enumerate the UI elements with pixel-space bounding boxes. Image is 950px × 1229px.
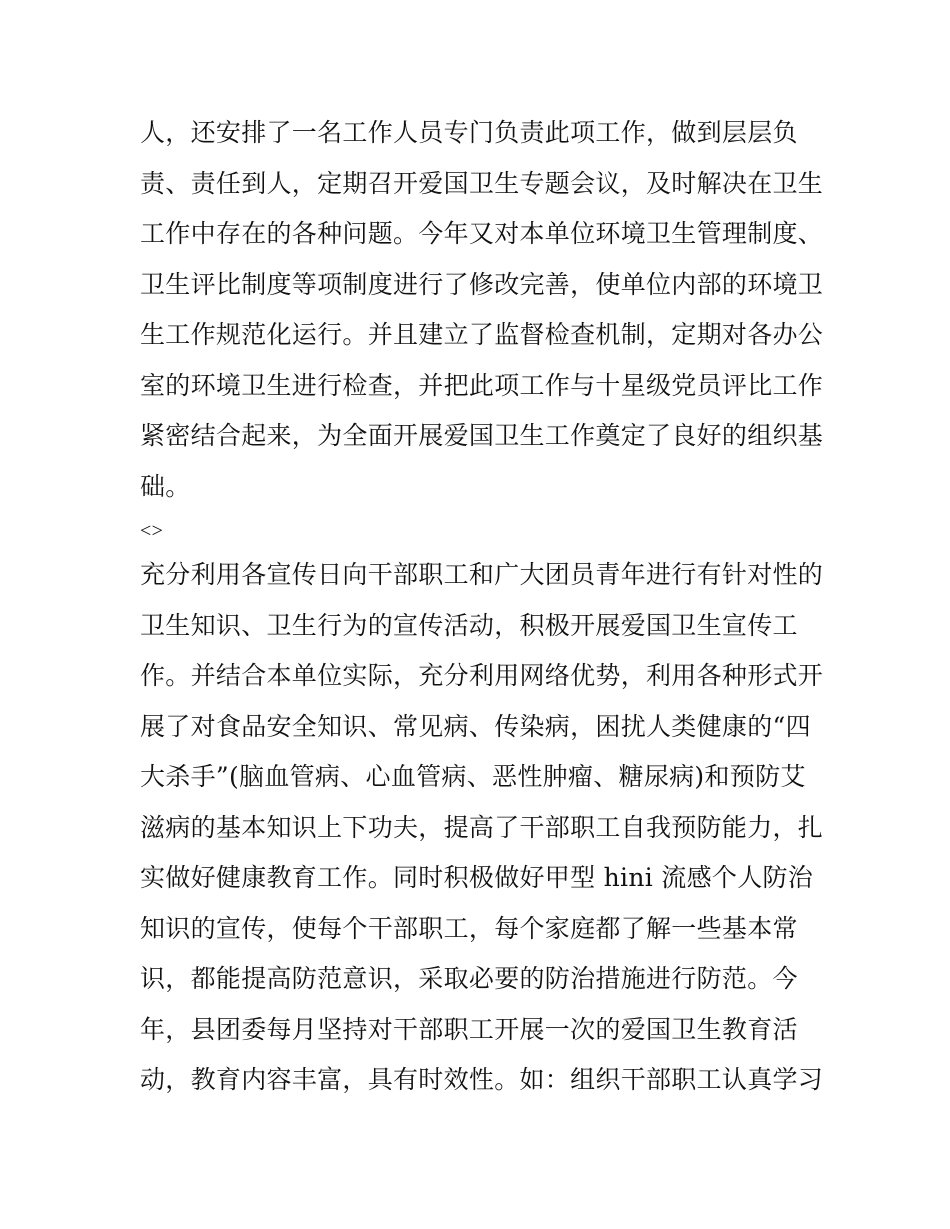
text-line: 知识的宣传，使每个干部职工，每个家庭都了解一些基本常: [140, 913, 798, 943]
text-line: 础。: [140, 471, 191, 501]
text-line: 卫生知识、卫生行为的宣传活动，积极开展爱国卫生宣传工: [140, 610, 798, 640]
text-line: 生工作规范化运行。并且建立了监督检查机制，定期对各办公: [140, 320, 824, 349]
text-line: 作。并结合本单位实际，充分利用网络优势，利用各种形式开: [140, 661, 824, 690]
section-marker: <>: [140, 520, 164, 542]
text-line: 实做好健康教育工作。同时积极做好甲型 hini 流感个人防治: [140, 863, 814, 892]
text-line: 充分利用各宣传日向干部职工和广大团员青年进行有针对性的: [140, 560, 824, 589]
document-body: [140, 108, 824, 1106]
text-line: 滋病的基本知识上下功夫，提高了干部职工自我预防能力，扎: [140, 812, 824, 842]
text-line: 室的环境卫生进行检查，并把此项工作与十星级党员评比工作: [140, 370, 824, 400]
text-line: 责、责任到人，定期召开爱国卫生专题会议，及时解决在卫生: [140, 168, 824, 198]
text-line: 工作中存在的各种问题。今年又对本单位环境卫生管理制度、: [140, 219, 824, 248]
text-line: 识，都能提高防范意识，采取必要的防治措施进行防范。今: [140, 964, 798, 993]
text-line: 年，县团委每月坚持对干部职工开展一次的爱国卫生教育活: [140, 1014, 798, 1044]
text-line: 展了对食品安全知识、常见病、传染病，困扰人类健康的“四: [140, 711, 811, 741]
text-line: 卫生评比制度等项制度进行了修改完善，使单位内部的环境卫: [140, 269, 824, 299]
text-line: 人，还安排了一名工作人员专门负责此项工作，做到层层负: [140, 118, 798, 147]
text-line: 大杀手”(脑血管病、心血管病、恶性肿瘤、糖尿病)和预防艾: [140, 762, 806, 791]
text-line: 紧密结合起来，为全面开展爱国卫生工作奠定了良好的组织基: [140, 421, 824, 450]
text-line: 动，教育内容丰富，具有时效性。如：组织干部职工认真学习: [140, 1065, 824, 1094]
